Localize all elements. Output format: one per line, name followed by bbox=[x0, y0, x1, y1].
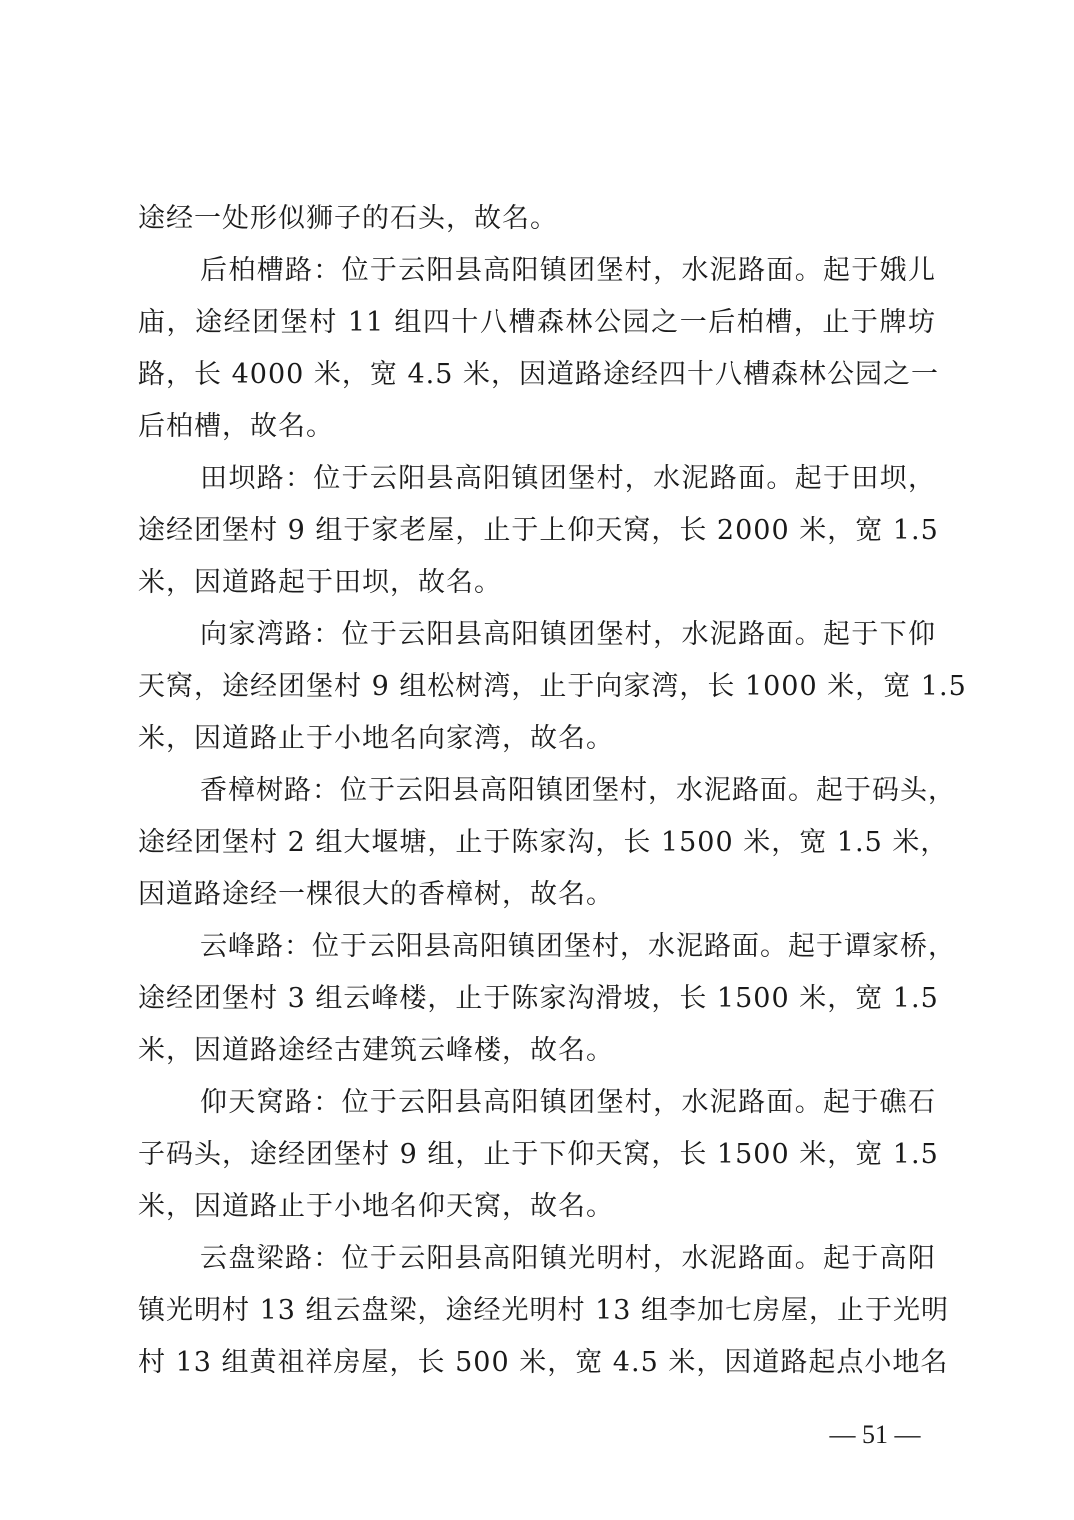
text-line: 向家湾路：位于云阳县高阳镇团堡村，水泥路面。起于下仰 bbox=[200, 619, 936, 650]
text-line: 云盘梁路：位于云阳县高阳镇光明村，水泥路面。起于高阳 bbox=[200, 1243, 936, 1274]
text-line: 村 13 组黄祖祥房屋，长 500 米，宽 4.5 米，因道路起点小地名 bbox=[138, 1347, 949, 1378]
text-line: 田坝路：位于云阳县高阳镇团堡村，水泥路面。起于田坝， bbox=[200, 463, 936, 494]
text-line: 庙，途经团堡村 11 组四十八槽森林公园之一后柏槽，止于牌坊 bbox=[138, 307, 936, 338]
text-line: 仰天窝路：位于云阳县高阳镇团堡村，水泥路面。起于礁石 bbox=[200, 1087, 936, 1118]
text-line: 途经团堡村 3 组云峰楼，止于陈家沟滑坡，长 1500 米，宽 1.5 bbox=[138, 983, 939, 1014]
text-line: 香樟树路：位于云阳县高阳镇团堡村，水泥路面。起于码头， bbox=[200, 775, 956, 806]
text-line: 后柏槽，故名。 bbox=[138, 411, 334, 442]
text-line: 子码头，途经团堡村 9 组，止于下仰天窝，长 1500 米，宽 1.5 bbox=[138, 1139, 939, 1170]
text-line: 米，因道路止于小地名仰天窝，故名。 bbox=[138, 1191, 614, 1222]
text-line: 后柏槽路：位于云阳县高阳镇团堡村，水泥路面。起于娥儿 bbox=[200, 255, 936, 286]
text-line: 镇光明村 13 组云盘梁，途经光明村 13 组李加七房屋，止于光明 bbox=[138, 1295, 950, 1326]
body-text bbox=[138, 193, 967, 1389]
text-line: 米，因道路途经古建筑云峰楼，故名。 bbox=[138, 1035, 614, 1066]
text-line: 路，长 4000 米，宽 4.5 米，因道路途经四十八槽森林公园之一 bbox=[138, 359, 939, 390]
text-line: 途经一处形似狮子的石头，故名。 bbox=[138, 203, 558, 234]
text-line: 途经团堡村 2 组大堰塘，止于陈家沟，长 1500 米，宽 1.5 米， bbox=[138, 827, 949, 858]
text-line: 云峰路：位于云阳县高阳镇团堡村，水泥路面。起于谭家桥， bbox=[200, 931, 956, 962]
text-line: 途经团堡村 9 组于家老屋，止于上仰天窝，长 2000 米，宽 1.5 bbox=[138, 515, 939, 546]
text-line: 天窝，途经团堡村 9 组松树湾，止于向家湾，长 1000 米，宽 1.5 bbox=[138, 671, 967, 702]
text-line: 米，因道路止于小地名向家湾，故名。 bbox=[138, 723, 614, 754]
text-line: 因道路途经一棵很大的香樟树，故名。 bbox=[138, 879, 614, 910]
page-number: — 51 — bbox=[829, 1420, 921, 1449]
text-line: 米，因道路起于田坝，故名。 bbox=[138, 567, 502, 598]
